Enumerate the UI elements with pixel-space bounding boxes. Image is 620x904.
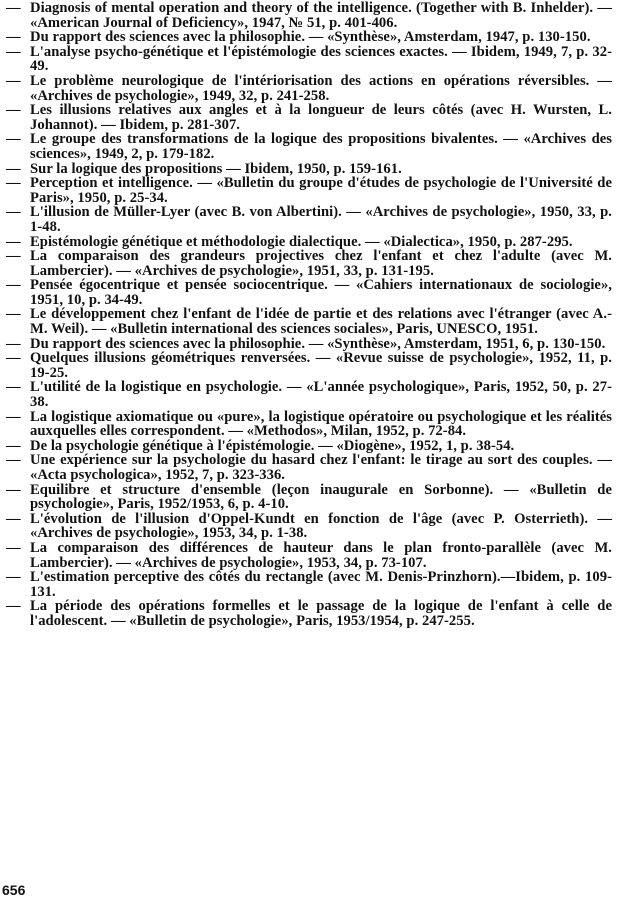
entry-dash: —: [6, 248, 21, 265]
entry-dash: —: [6, 306, 21, 323]
entry-dash: —: [6, 160, 21, 177]
bibliography-entry: [6, 176, 612, 205]
bibliography-entry: [6, 512, 612, 541]
entry-dash: —: [6, 72, 21, 89]
entry-text: Quelques illusions géométriques renversées. — «Revue suisse de psychologie», 1952, 11, p. 19-25.: [30, 350, 612, 381]
entry-text: Une expérience sur la psychologie du hasard chez l'enfant: le tirage au sort des couples. — «Acta psychologica», 1952, 7, p. 323-336.: [30, 452, 612, 483]
entry-text: Le développement chez l'enfant de l'idée de partie et des relations avec l'étranger (avec A.-M. Weil). — «Bulletin international des sciences sociales», Paris, UNESCO, 1951.: [30, 306, 612, 338]
entry-dash: —: [6, 43, 21, 60]
bibliography-entry: [6, 30, 612, 45]
bibliography-entry: [6, 249, 612, 278]
entry-dash: —: [6, 131, 21, 148]
bibliography-entry: [6, 1, 612, 30]
bibliography-entry: [6, 439, 612, 454]
bibliography-entry: [6, 74, 612, 103]
entry-dash: —: [6, 29, 21, 46]
bibliography-entry: [6, 235, 612, 250]
entry-dash: —: [6, 569, 21, 586]
entry-text: Le groupe des transformations de la logique des propositions bivalentes. — «Archives des sciences», 1949, 2, p. 179-182.: [30, 131, 612, 162]
entry-text: Perception et intelligence. — «Bulletin du groupe d'études de psychologie de l'Université de Paris», 1950, p. 25-34.: [30, 175, 612, 206]
entry-dash: —: [6, 481, 21, 498]
entry-dash: —: [6, 277, 21, 294]
entry-text: Sur la logique des propositions — Ibidem, 1950, p. 159-161.: [30, 160, 402, 177]
bibliography-entry: [6, 380, 612, 409]
page-number: 656: [2, 882, 26, 898]
entry-dash: —: [6, 379, 21, 396]
entry-dash: —: [6, 335, 21, 352]
entry-dash: —: [6, 539, 21, 556]
entry-dash: —: [6, 452, 21, 469]
entry-text: Le problème neurologique de l'intériorisation des actions en opérations réversibles. — «Archives de psychologie», 1949, 32, p. 241-258.: [30, 72, 612, 104]
bibliography-entry: [6, 162, 612, 177]
entry-dash: —: [6, 0, 21, 16]
bibliography-entry: [6, 570, 612, 599]
entry-dash: —: [6, 510, 21, 527]
entry-text: L'estimation perceptive des côtés du rectangle (avec M. Denis-Prinzhorn).—Ibidem, p. 109-131.: [30, 569, 612, 600]
bibliography-entry: [6, 205, 612, 234]
entry-text: De la psychologie génétique à l'épistémologie. — «Diogène», 1952, 1, p. 38-54.: [30, 437, 515, 454]
bibliography-entry: [6, 278, 612, 307]
entry-text: La période des opérations formelles et le passage de la logique de l'enfant à celle de l'adolescent. — «Bulletin de psychologie», Paris, 1953/1954, p. 247-255.: [30, 598, 612, 629]
bibliography-entry: [6, 103, 612, 132]
bibliography-entry: [6, 45, 612, 74]
entry-dash: —: [6, 233, 21, 250]
entry-text: La logistique axiomatique ou «pure», la logistique opératoire ou psychologique et les réalités auxquelles elles correspondent. — «Methodos», Milan, 1952, p. 72-84.: [30, 408, 612, 440]
entry-text: La comparaison des différences de hauteur dans le plan fronto-parallèle (avec M. Lambercier). — «Archives de psychologie», 1953, 34, p. 73-107.: [30, 539, 612, 571]
entry-dash: —: [6, 102, 21, 119]
bibliography-list: [6, 1, 612, 629]
entry-dash: —: [6, 437, 21, 454]
entry-text: Pensée égocentrique et pensée sociocentrique. — «Cahiers internationaux de sociologie», 1951, 10, p. 34-49.: [30, 277, 612, 308]
entry-text: L'utilité de la logistique en psychologie. — «L'année psychologique», Paris, 1952, 50, p. 27-38.: [30, 379, 612, 411]
bibliography-entry: [6, 410, 612, 439]
entry-text: L'illusion de Müller-Lyer (avec B. von Albertini). — «Archives de psychologie», 1950, 33, p. 1-48.: [30, 204, 612, 235]
entry-dash: —: [6, 204, 21, 221]
bibliography-entry: [6, 541, 612, 570]
entry-text: L'analyse psycho-génétique et l'épistémologie des sciences exactes. — Ibidem, 1949, 7, p. 32-49.: [30, 43, 612, 75]
entry-text: Du rapport des sciences avec la philosophie. — «Synthèse», Amsterdam, 1951, 6, p. 130-150.: [30, 335, 606, 352]
entry-text: Diagnosis of mental operation and theory of the intelligence. (Together with B. Inhelder). — «American Journal of Deficiency», 1947, № 51, p. 401-406.: [30, 0, 612, 31]
bibliography-entry: [6, 132, 612, 161]
entry-dash: —: [6, 598, 21, 615]
entry-text: L'évolution de l'illusion d'Oppel-Kundt en fonction de l'âge (avec P. Osterrieth). — «Archives de psychologie», 1953, 34, p. 1-38.: [30, 510, 612, 542]
bibliography-entry: [6, 351, 612, 380]
entry-dash: —: [6, 350, 21, 367]
entry-dash: —: [6, 175, 21, 192]
entry-text: Epistémologie génétique et méthodologie dialectique. — «Dialectica», 1950, p. 287-295.: [30, 233, 573, 250]
entry-text: Du rapport des sciences avec la philosophie. — «Synthèse», Amsterdam, 1947, p. 130-150.: [30, 29, 591, 46]
bibliography-entry: [6, 337, 612, 352]
bibliography-entry: [6, 307, 612, 336]
entry-dash: —: [6, 408, 21, 425]
bibliography-entry: [6, 483, 612, 512]
entry-text: La comparaison des grandeurs projectives chez l'enfant et chez l'adulte (avec M. Lambercier). — «Archives de psychologie», 1951, 33, p. 131-195.: [30, 248, 612, 279]
bibliography-entry: [6, 453, 612, 482]
bibliography-entry: [6, 599, 612, 628]
entry-text: Les illusions relatives aux angles et à la longueur de leurs côtés (avec H. Wursten, L. Johannot). — Ibidem, p. 281-307.: [30, 102, 612, 133]
entry-text: Equilibre et structure d'ensemble (leçon inaugurale en Sorbonne). — «Bulletin de psychologie», Paris, 1952/1953, 6, p. 4-10.: [30, 481, 612, 513]
